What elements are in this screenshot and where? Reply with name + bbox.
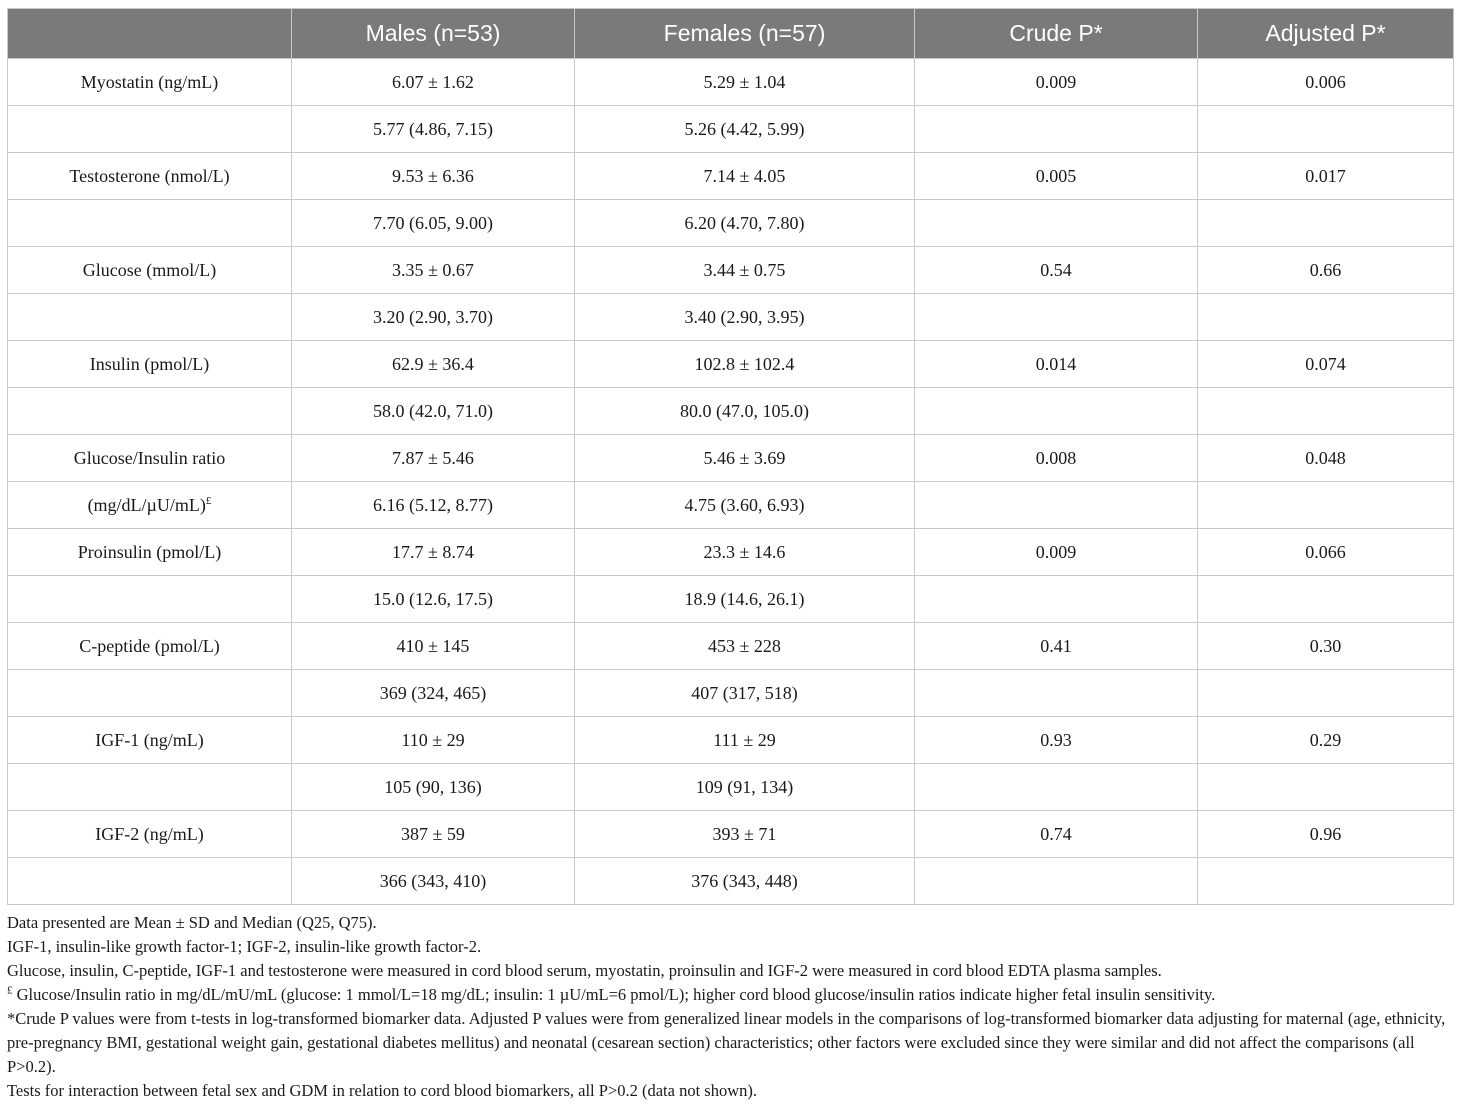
- table-cell: 109 (91, 134): [575, 764, 915, 811]
- table-cell: 4.75 (3.60, 6.93): [575, 482, 915, 529]
- table-cell: [915, 294, 1198, 341]
- table-cell: 111 ± 29: [575, 717, 915, 764]
- table-cell: 0.009: [915, 529, 1198, 576]
- footnote-line: [7, 983, 1453, 1007]
- table-cell: 80.0 (47.0, 105.0): [575, 388, 915, 435]
- table-cell: [915, 388, 1198, 435]
- table-cell: [1198, 200, 1454, 247]
- table-footnotes: [7, 911, 1453, 1103]
- table-row: [8, 858, 1454, 905]
- table-cell: [8, 482, 292, 529]
- table-cell: [8, 294, 292, 341]
- footnote-line: Glucose, insulin, C-peptide, IGF-1 and testosterone were measured in cord blood serum, myostatin, proinsulin and IGF-2 were measured in cord blood EDTA plasma samples.: [7, 961, 1162, 980]
- table-cell: [915, 482, 1198, 529]
- table-cell: 105 (90, 136): [292, 764, 575, 811]
- table-cell: 0.30: [1198, 623, 1454, 670]
- table-cell: [8, 670, 292, 717]
- table-cell: 110 ± 29: [292, 717, 575, 764]
- header-cell: Males (n=53): [292, 9, 575, 59]
- table-cell: 3.20 (2.90, 3.70): [292, 294, 575, 341]
- table-cell: [1198, 670, 1454, 717]
- table-row: [8, 294, 1454, 341]
- table-cell: 5.77 (4.86, 7.15): [292, 106, 575, 153]
- table-cell: Testosterone (nmol/L): [8, 153, 292, 200]
- table-cell: 5.46 ± 3.69: [575, 435, 915, 482]
- table-cell: 5.29 ± 1.04: [575, 59, 915, 106]
- table-row: [8, 388, 1454, 435]
- table-cell: 7.87 ± 5.46: [292, 435, 575, 482]
- table-cell: [1198, 764, 1454, 811]
- table-cell: [1198, 576, 1454, 623]
- table-cell: 0.41: [915, 623, 1198, 670]
- table-cell: 7.14 ± 4.05: [575, 153, 915, 200]
- ratio-unit-label: (mg/dL/µU/mL): [87, 494, 206, 515]
- table-row: [8, 717, 1454, 764]
- table-row: [8, 576, 1454, 623]
- table-cell: Glucose (mmol/L): [8, 247, 292, 294]
- table-cell: 18.9 (14.6, 26.1): [575, 576, 915, 623]
- table-cell: 17.7 ± 8.74: [292, 529, 575, 576]
- table-cell: [1198, 388, 1454, 435]
- table-cell: 6.07 ± 1.62: [292, 59, 575, 106]
- table-cell: [915, 106, 1198, 153]
- footnote-mark: £: [7, 984, 13, 997]
- table-cell: 0.93: [915, 717, 1198, 764]
- table-cell: IGF-2 (ng/mL): [8, 811, 292, 858]
- table-cell: [1198, 858, 1454, 905]
- table-row: [8, 529, 1454, 576]
- table-cell: 62.9 ± 36.4: [292, 341, 575, 388]
- table-cell: 7.70 (6.05, 9.00): [292, 200, 575, 247]
- table-cell: [915, 764, 1198, 811]
- table-row: [8, 106, 1454, 153]
- table-cell: [915, 670, 1198, 717]
- table-cell: 3.35 ± 0.67: [292, 247, 575, 294]
- table-row: [8, 435, 1454, 482]
- table-cell: 376 (343, 448): [575, 858, 915, 905]
- table-cell: [915, 200, 1198, 247]
- table-row: [8, 200, 1454, 247]
- table-cell: [8, 388, 292, 435]
- table-cell: [8, 576, 292, 623]
- footnote-line: Tests for interaction between fetal sex and GDM in relation to cord blood biomarkers, all P>0.2 (data not shown).: [7, 1081, 758, 1100]
- table-cell: 15.0 (12.6, 17.5): [292, 576, 575, 623]
- table-cell: 0.014: [915, 341, 1198, 388]
- table-cell: 366 (343, 410): [292, 858, 575, 905]
- table-cell: 453 ± 228: [575, 623, 915, 670]
- table-row: [8, 341, 1454, 388]
- biomarker-table-container: [7, 8, 1453, 905]
- table-cell: 102.8 ± 102.4: [575, 341, 915, 388]
- table-cell: 3.40 (2.90, 3.95): [575, 294, 915, 341]
- table-cell: 410 ± 145: [292, 623, 575, 670]
- table-cell: 0.048: [1198, 435, 1454, 482]
- table-row: [8, 153, 1454, 200]
- table-cell: 0.54: [915, 247, 1198, 294]
- table-cell: 387 ± 59: [292, 811, 575, 858]
- table-cell: 407 (317, 518): [575, 670, 915, 717]
- table-cell: IGF-1 (ng/mL): [8, 717, 292, 764]
- footnote-line: Data presented are Mean ± SD and Median (Q25, Q75).: [7, 913, 377, 932]
- table-cell: Insulin (pmol/L): [8, 341, 292, 388]
- table-cell: 0.74: [915, 811, 1198, 858]
- table-cell: 6.16 (5.12, 8.77): [292, 482, 575, 529]
- table-row: [8, 247, 1454, 294]
- footnote-line: *Crude P values were from t-tests in log-transformed biomarker data. Adjusted P values were from generalized linear models in the comparisons of log-transformed biomarker data adjusting for maternal (age, ethnicity, pre-pregnancy BMI, gestational weight gain, gestational diabetes mellitus) and neonatal (cesarean section) characteristics; other factors were excluded since they were similar and did not affect the comparisons (all P>0.2).: [7, 1009, 1446, 1076]
- table-cell: [1198, 294, 1454, 341]
- table-cell: Glucose/Insulin ratio: [8, 435, 292, 482]
- table-cell: 58.0 (42.0, 71.0): [292, 388, 575, 435]
- table-cell: [8, 200, 292, 247]
- table-cell: [8, 858, 292, 905]
- table-row: [8, 670, 1454, 717]
- footnote-line: IGF-1, insulin-like growth factor-1; IGF-2, insulin-like growth factor-2.: [7, 937, 482, 956]
- table-cell: 0.66: [1198, 247, 1454, 294]
- header-cell: [8, 9, 292, 59]
- table-cell: [1198, 106, 1454, 153]
- table-row: [8, 59, 1454, 106]
- footnote-text: Glucose/Insulin ratio in mg/dL/mU/mL (glucose: 1 mmol/L=18 mg/dL; insulin: 1 µU/mL=6 pmol/L); higher cord blood glucose/insulin ratios indicate higher fetal insulin sensitivity.: [12, 985, 1216, 1004]
- biomarker-table: [7, 8, 1454, 905]
- table-cell: [915, 858, 1198, 905]
- table-row: [8, 623, 1454, 670]
- table-cell: 0.017: [1198, 153, 1454, 200]
- table-cell: Proinsulin (pmol/L): [8, 529, 292, 576]
- table-cell: [8, 764, 292, 811]
- table-cell: 9.53 ± 6.36: [292, 153, 575, 200]
- table-cell: 0.006: [1198, 59, 1454, 106]
- table-row: [8, 764, 1454, 811]
- table-cell: 5.26 (4.42, 5.99): [575, 106, 915, 153]
- header-cell: Females (n=57): [575, 9, 915, 59]
- table-cell: 23.3 ± 14.6: [575, 529, 915, 576]
- table-cell: Myostatin (ng/mL): [8, 59, 292, 106]
- table-cell: 369 (324, 465): [292, 670, 575, 717]
- table-cell: 0.066: [1198, 529, 1454, 576]
- table-cell: [1198, 482, 1454, 529]
- footnote-mark: £: [205, 494, 212, 507]
- table-cell: C-peptide (pmol/L): [8, 623, 292, 670]
- table-cell: 0.005: [915, 153, 1198, 200]
- table-cell: 0.009: [915, 59, 1198, 106]
- table-cell: [915, 576, 1198, 623]
- table-cell: 0.29: [1198, 717, 1454, 764]
- table-cell: 3.44 ± 0.75: [575, 247, 915, 294]
- table-header-row: [8, 9, 1454, 59]
- table-row: [8, 482, 1454, 529]
- header-cell: Adjusted P*: [1198, 9, 1454, 59]
- table-cell: 393 ± 71: [575, 811, 915, 858]
- table-row: [8, 811, 1454, 858]
- table-cell: 0.008: [915, 435, 1198, 482]
- table-cell: 0.96: [1198, 811, 1454, 858]
- table-cell: 6.20 (4.70, 7.80): [575, 200, 915, 247]
- table-cell: 0.074: [1198, 341, 1454, 388]
- header-cell: Crude P*: [915, 9, 1198, 59]
- table-cell: [8, 106, 292, 153]
